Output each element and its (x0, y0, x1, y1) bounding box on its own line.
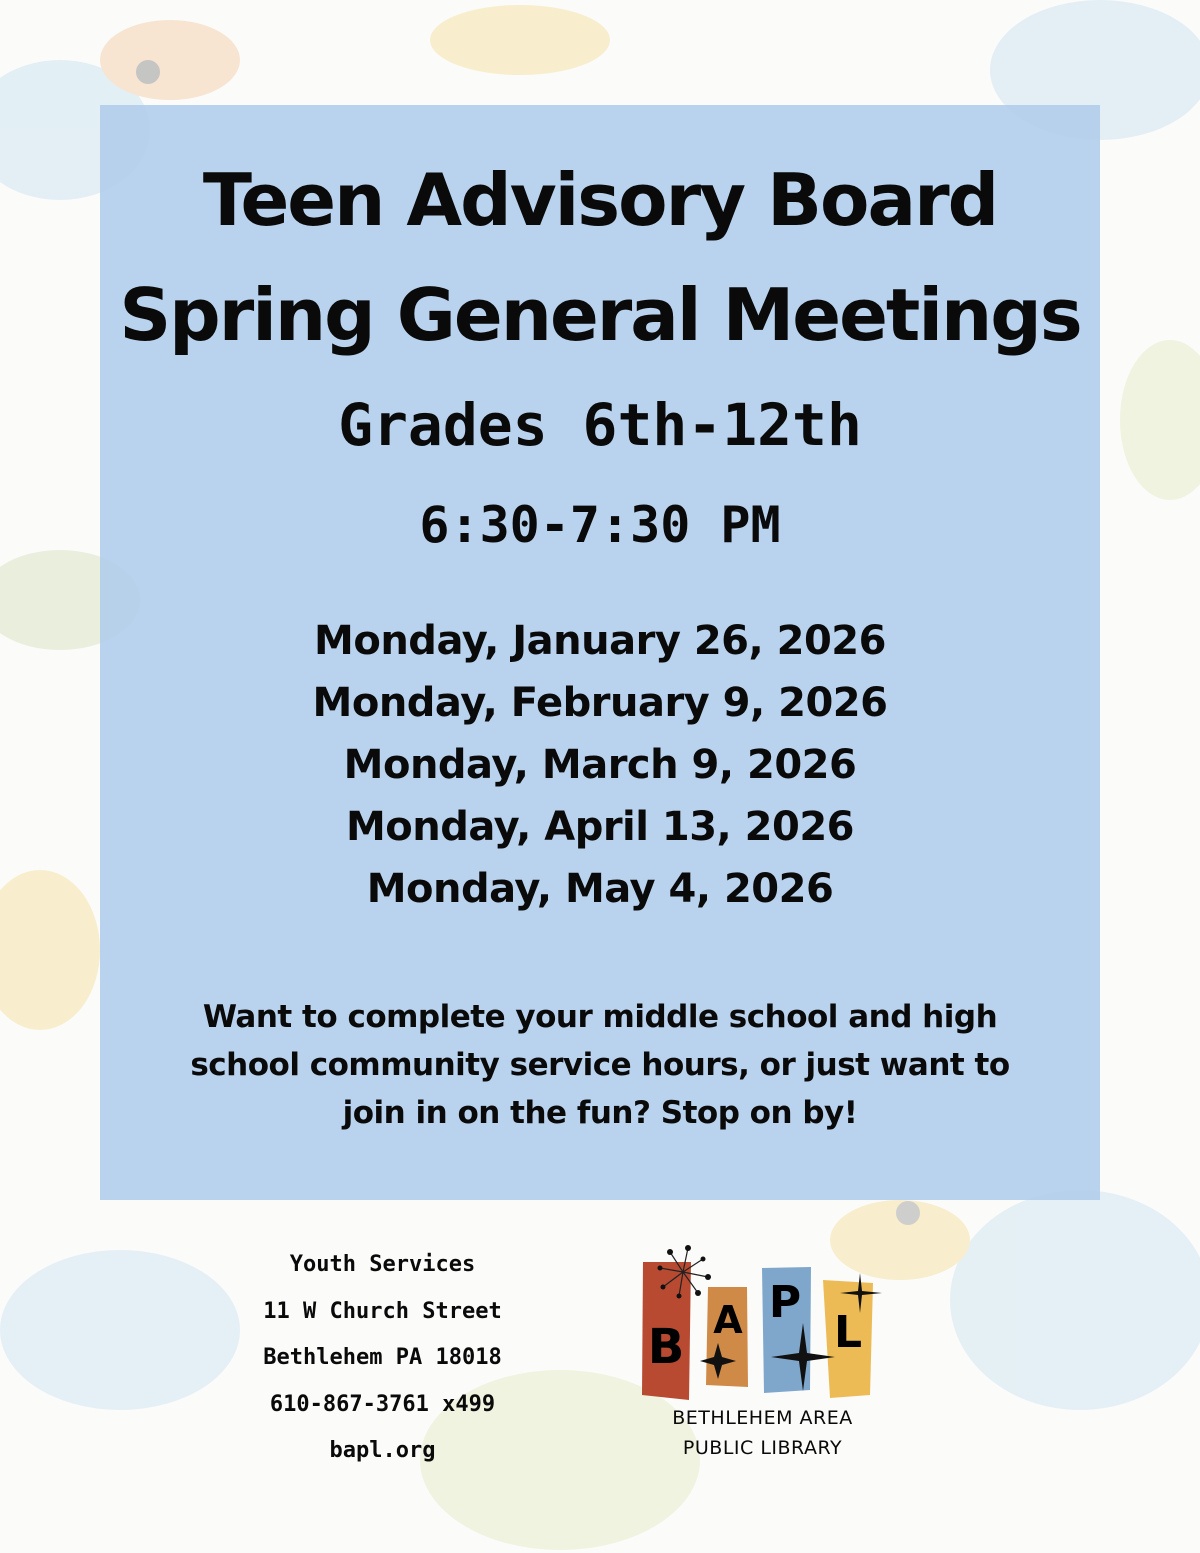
description: Want to complete your middle school and high school community service hours, or just want to join in on the fun? Stop on by! (190, 999, 1010, 1131)
street-address: 11 W Church Street (263, 1298, 502, 1324)
logo-letter-a: A (713, 1298, 743, 1342)
date-item: Monday, April 13, 2026 (345, 804, 855, 850)
date-item: Monday, February 9, 2026 (312, 680, 888, 726)
phone: 610-867-3761 x499 (269, 1391, 496, 1417)
meeting-dates (100, 610, 1100, 920)
title-line-1: Teen Advisory Board (202, 158, 998, 242)
library-name-line-2: PUBLIC LIBRARY (682, 1437, 843, 1459)
contact-info (220, 1245, 545, 1478)
logo-letter-l: L (833, 1307, 863, 1358)
department: Youth Services (289, 1252, 476, 1277)
library-name-line-1: BETHLEHEM AREA (672, 1407, 853, 1429)
title-line-2: Spring General Meetings (119, 273, 1081, 357)
website[interactable]: bapl.org (329, 1438, 436, 1463)
logo-letter-p: P (768, 1277, 802, 1328)
logo-letter-b: B (647, 1319, 685, 1375)
date-item: Monday, January 26, 2026 (314, 618, 886, 664)
bapl-logo-mark (630, 1235, 895, 1405)
bapl-logo (630, 1235, 895, 1465)
city-address: Bethlehem PA 18018 (263, 1345, 502, 1370)
date-item: Monday, May 4, 2026 (366, 866, 834, 912)
meeting-time: 6:30-7:30 PM (419, 496, 781, 554)
date-item: Monday, March 9, 2026 (343, 742, 857, 788)
library-name (630, 1403, 895, 1463)
grades: Grades 6th-12th (338, 391, 862, 459)
info-panel (100, 105, 1100, 1200)
